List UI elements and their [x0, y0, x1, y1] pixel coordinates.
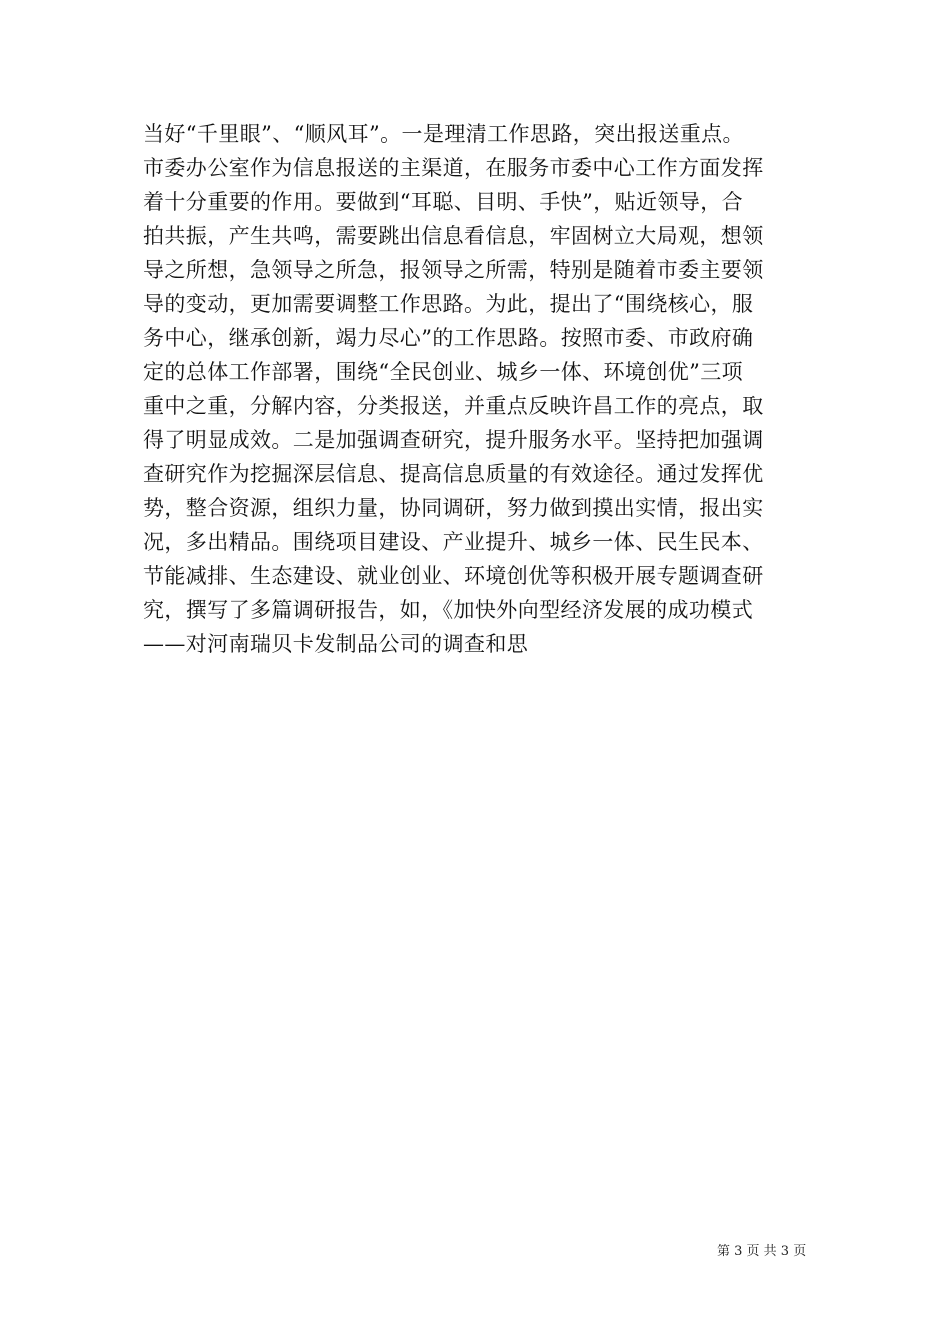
text-line: 况，多出精品。围绕项目建设、产业提升、城乡一体、民生民本、: [143, 530, 764, 554]
text-line: 重中之重，分解内容，分类报送，并重点反映许昌工作的亮点，取: [143, 394, 764, 418]
text-line: 当好“千里眼”、“顺风耳”。一是理清工作思路，突出报送重点。: [143, 122, 744, 146]
text-line: 导的变动，更加需要调整工作思路。为此，提出了“围绕核心，服: [143, 292, 754, 316]
text-line: 查研究作为挖掘深层信息、提高信息质量的有效途径。通过发挥优: [143, 462, 764, 486]
text-line: 究，撰写了多篇调研报告，如，《加快外向型经济发展的成功模式: [143, 598, 754, 622]
text-line: 节能减排、生态建设、就业创业、环境创优等积极开展专题调查研: [143, 564, 764, 588]
text-line: 得了明显成效。二是加强调查研究，提升服务水平。坚持把加强调: [143, 428, 764, 452]
text-line: 拍共振，产生共鸣，需要跳出信息看信息，牢固树立大局观，想领: [143, 224, 764, 248]
text-line: 导之所想，急领导之所急，报领导之所需，特别是随着市委主要领: [143, 258, 764, 282]
text-line: 势，整合资源，组织力量，协同调研，努力做到摸出实情，报出实: [143, 496, 764, 520]
text-line: 务中心，继承创新，竭力尽心”的工作思路。按照市委、市政府确: [143, 326, 754, 350]
text-line: 市委办公室作为信息报送的主渠道，在服务市委中心工作方面发挥: [143, 156, 764, 180]
text-line: ——对河南瑞贝卡发制品公司的调查和思: [143, 632, 529, 656]
text-line: 着十分重要的作用。要做到“耳聪、目明、手快”，贴近领导，合: [143, 190, 744, 214]
text-line: 定的总体工作部署，围绕“全民创业、城乡一体、环境创优”三项: [143, 360, 744, 384]
page-number-footer: 第 3 页 共 3 页: [717, 1244, 807, 1259]
body-text: [143, 117, 813, 661]
